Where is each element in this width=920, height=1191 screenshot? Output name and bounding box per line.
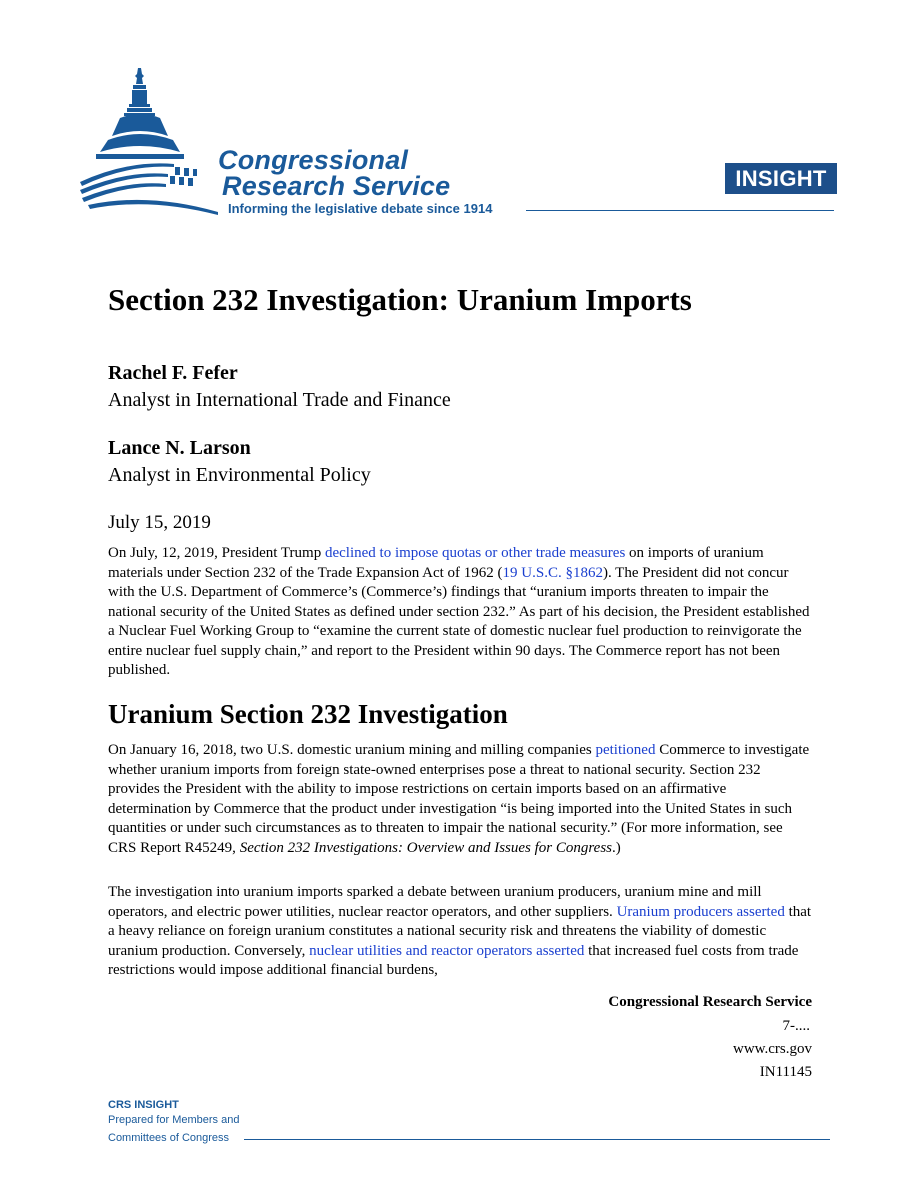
link-19-usc-1862[interactable]: 19 U.S.C. §1862 bbox=[502, 564, 603, 581]
text-span: .) bbox=[612, 839, 621, 856]
publication-date: July 15, 2019 bbox=[108, 512, 211, 533]
author-1-role: Analyst in International Trade and Finance bbox=[108, 389, 451, 411]
text-span: ). The President did not concur with the U.S. Department of Commerce’s (Commerce’s) findings that “uranium imports threaten to impair the national security of the United States as defined under section 232.” As part of his decision, the President established a Nuclear Fuel Working Group to “examine the current state of domestic nuclear fuel production to reinvigorate the entire nuclear fuel supply chain,” and report to the President within 90 days. The Commerce report has not been published. bbox=[108, 564, 810, 678]
link-petitioned[interactable]: petitioned bbox=[595, 742, 656, 758]
intro-paragraph bbox=[108, 544, 812, 681]
text-span: on imports of uranium materials under Section 232 of the Trade Expansion Act of 1962 ( bbox=[108, 545, 764, 581]
bottom-rule bbox=[244, 1139, 830, 1140]
logo-tagline: Informing the legislative debate since 1914 bbox=[228, 201, 493, 216]
footer-code: 7-.... bbox=[782, 1018, 810, 1034]
author-2-role: Analyst in Environmental Policy bbox=[108, 464, 371, 486]
text-span: that increased fuel costs from trade restrictions would impose additional financial burdens, bbox=[108, 942, 799, 978]
text-span: On July, 12, 2019, President Trump bbox=[108, 545, 325, 561]
logo-line-research-service: Research Service bbox=[222, 171, 451, 201]
footer-org: Congressional Research Service bbox=[608, 994, 812, 1010]
text-span: Commerce to investigate whether uranium imports from foreign state-owned enterprises pose a threat to national security. Section 232 provides the President with the ability to impose restrictions on certain imports based on an affirmative determination by Commerce that the product under investigation “is being imported into the United States in such quantities or under such circumstances as to threaten to impair the national security.” (For more information, see CRS Report R45249, bbox=[108, 742, 810, 856]
text-span: On January 16, 2018, two U.S. domestic uranium mining and milling companies bbox=[108, 742, 596, 758]
crs-insight-label: CRS INSIGHT bbox=[108, 1099, 179, 1111]
text-span: that a heavy reliance on foreign uranium constitutes a national security risk and threatens the viability of domestic uranium production. Conversely, bbox=[108, 903, 812, 959]
link-uranium-producers-asserted[interactable]: Uranium producers asserted bbox=[616, 903, 785, 920]
section-heading: Uranium Section 232 Investigation bbox=[108, 699, 508, 729]
link-nuclear-utilities-asserted[interactable]: nuclear utilities and reactor operators asserted bbox=[309, 942, 585, 959]
header-rule bbox=[526, 210, 834, 211]
footer-url: www.crs.gov bbox=[732, 1041, 812, 1057]
document-title: Section 232 Investigation: Uranium Imports bbox=[108, 282, 692, 317]
insight-badge: INSIGHT bbox=[725, 163, 837, 194]
capitol-dome-logo bbox=[78, 64, 220, 216]
author-2-name: Lance N. Larson bbox=[108, 437, 251, 459]
investigation-paragraph bbox=[108, 741, 812, 858]
footer-id: IN11145 bbox=[759, 1064, 812, 1080]
committees-label: Committees of Congress bbox=[108, 1132, 230, 1144]
debate-paragraph bbox=[108, 883, 812, 981]
logo-line-congressional: Congressional bbox=[218, 145, 409, 175]
report-title: Section 232 Investigations: Overview and Issues for Congress bbox=[239, 839, 612, 856]
prepared-for-label: Prepared for Members and bbox=[108, 1114, 240, 1126]
text-span: The investigation into uranium imports sparked a debate between uranium producers, uranium mine and mill operators, and electric power utilities, nuclear reactor operators, and other suppliers. bbox=[108, 884, 762, 920]
link-declined-to-impose[interactable]: declined to impose quotas or other trade measures bbox=[324, 545, 626, 561]
author-1-name: Rachel F. Fefer bbox=[108, 362, 238, 384]
